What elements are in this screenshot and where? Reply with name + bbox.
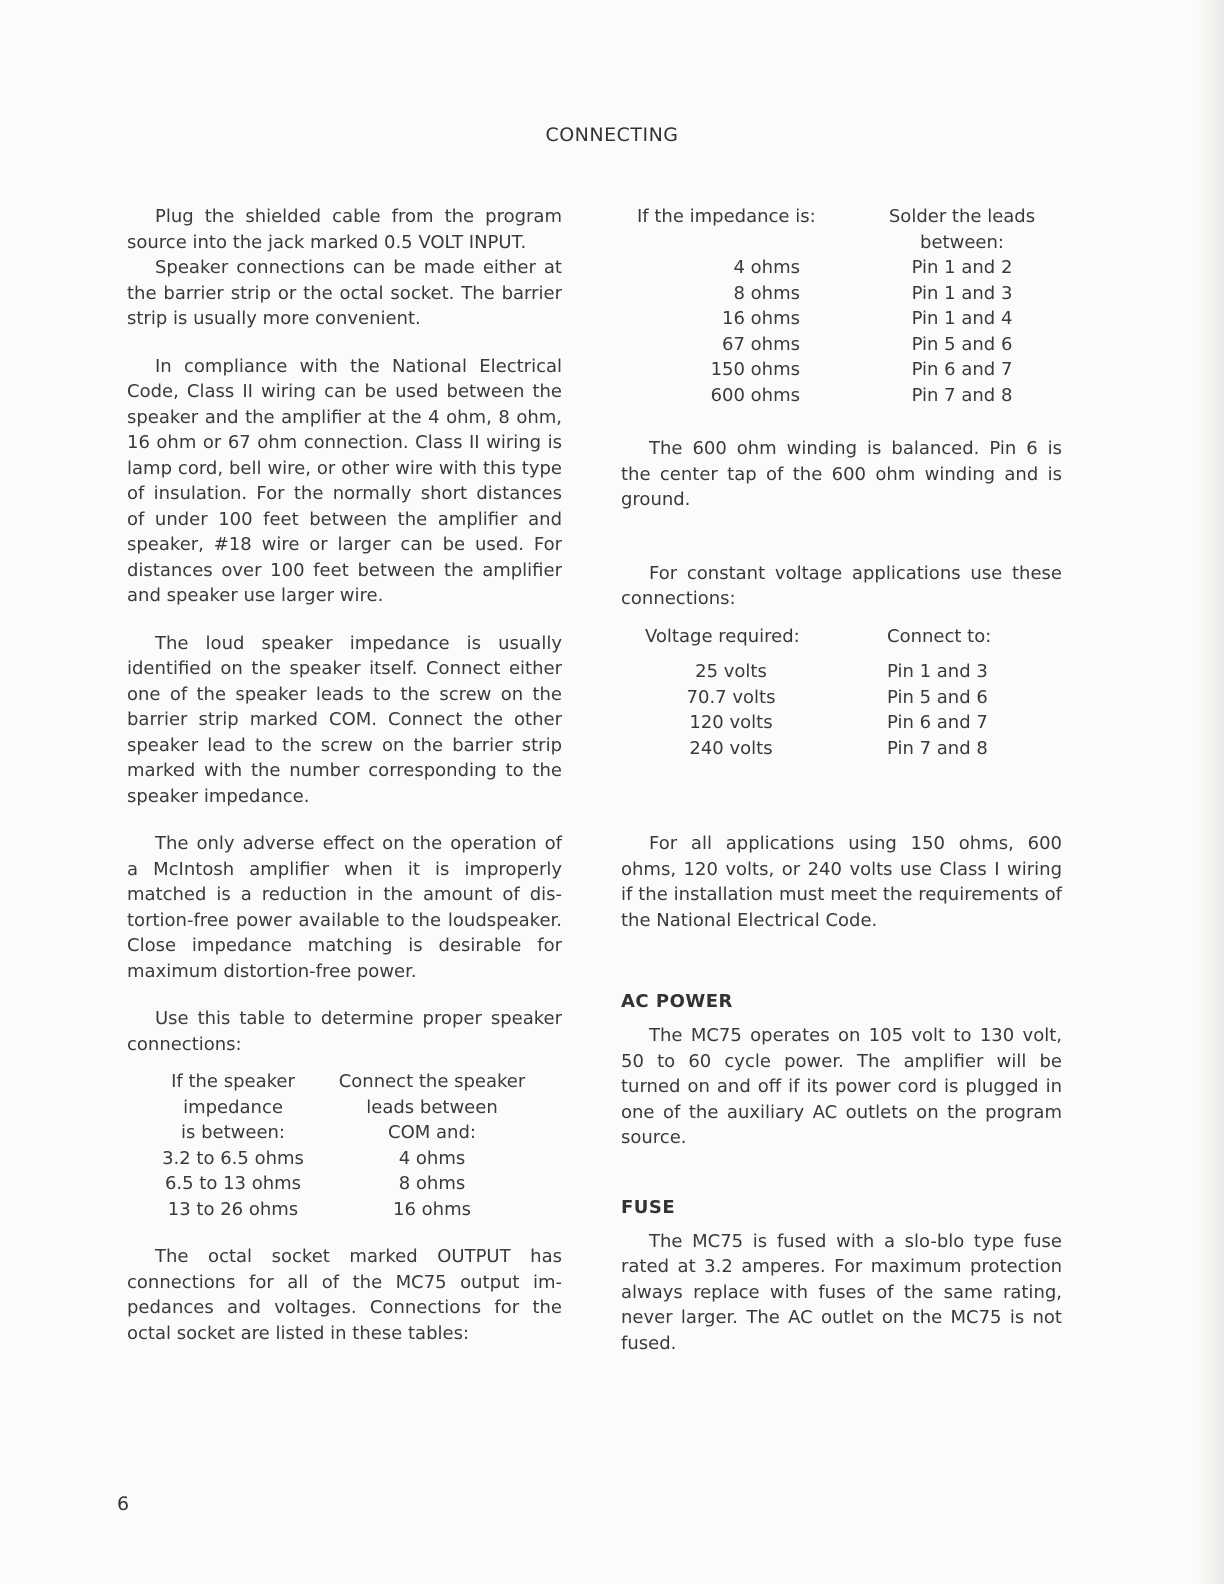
table-cell: 120 volts: [689, 712, 773, 733]
page-edge-shadow: [1198, 0, 1224, 1584]
page-title: CONNECTING: [545, 124, 679, 146]
table-cell: Pin 7 and 8: [911, 384, 1013, 406]
right-column: [621, 204, 1062, 1356]
table-cell: 4 ohms: [733, 257, 800, 278]
section-heading-fuse: FUSE: [621, 1196, 676, 1218]
table-cell: 8 ohms: [733, 282, 800, 304]
table-cell: Pin 1 and 4: [911, 308, 1013, 329]
impedance-solder-table: [637, 204, 1062, 408]
paragraph-octal-socket: The octal socket marked OUTPUT has connections for all of the MC75 output impedances and voltages. Connections for the octal socket are listed in these tables:: [127, 1246, 562, 1344]
table-cell: 150 ohms: [710, 359, 800, 380]
paragraph-speaker-connections: Speaker connections can be made either at the barrier strip or the octal socket. The barrier strip is usually more convenient.: [127, 257, 562, 329]
table-header-cell: Connect the speaker: [338, 1071, 526, 1092]
table-header-cell: If the speaker: [171, 1071, 295, 1092]
speaker-connection-table: [143, 1069, 562, 1222]
paragraph-table-intro: Use this table to determine proper speaker connections:: [127, 1008, 562, 1055]
table-cell: Pin 1 and 3: [911, 282, 1013, 304]
paragraph-class-ii-wiring: In compliance with the National Electrical Code, Class II wiring can be used between the speaker and the amplifier at the 4 ohm, 8 ohm, 16 ohm or 67 ohm connection. Class II wiring is lamp cord, bell wire, or other wire with this type of insulation. For the normally short distances of under 100 feet between the amplifier and speaker, #18 wire or larger can be used. For distances over 100 feet between the amplifier and speaker use larger wire.: [127, 355, 562, 606]
table-header-cell: COM and:: [388, 1122, 476, 1143]
table-cell: 67 ohms: [722, 333, 800, 355]
table-header-cell: impedance: [183, 1096, 283, 1118]
table-cell: Pin 5 and 6: [887, 686, 988, 708]
section-heading-ac-power: AC POWER: [621, 991, 733, 1012]
table-cell: Pin 6 and 7: [911, 359, 1013, 380]
voltage-connection-table: [645, 624, 1062, 762]
paragraph-constant-voltage: For constant voltage applications use these connections:: [621, 562, 1062, 609]
table-header-cell: If the impedance is:: [637, 206, 816, 227]
table-cell: Pin 1 and 3: [887, 661, 988, 682]
table-header-cell: is between:: [180, 1122, 285, 1143]
table-cell: 25 volts: [695, 661, 767, 682]
paragraph-input-connection: Plug the shielded cable from the program source into the jack marked 0.5 VOLT INPUT.: [127, 206, 562, 253]
paragraph-impedance-matching: The only adverse effect on the operation of a McIntosh amplifier when it is improperly matched is a reduction in the amount of distortion-free power available to the loudspeaker. Close impedance matching is desirable for maximum distortion-free power.: [127, 833, 562, 982]
paragraph-fuse: The MC75 is fused with a slo-blo type fuse rated at 3.2 amperes. For maximum protection always replace with fuses of the same rating, never larger. The AC outlet on the MC75 is not fused.: [621, 1230, 1062, 1354]
table-cell: 600 ohms: [710, 384, 800, 406]
table-cell: Pin 5 and 6: [911, 333, 1013, 355]
table-cell: 13 to 26 ohms: [167, 1198, 299, 1220]
paragraph-class-i-wiring: For all applications using 150 ohms, 600 ohms, 120 volts, or 240 volts use Class I wiring if the installation must meet the requirements of the National Electrical Code.: [621, 833, 1062, 931]
table-cell: 3.2 to 6.5 ohms: [162, 1147, 304, 1169]
paragraph-speaker-impedance: The loud speaker impedance is usually identified on the speaker itself. Connect either one of the speaker leads to the screw on the barrier strip marked COM. Connect the other speaker lead to the screw on the barrier strip marked with the number corresponding to the speaker impedance.: [127, 632, 562, 807]
table-cell: Pin 6 and 7: [887, 712, 988, 733]
table-cell: Pin 1 and 2: [911, 257, 1013, 278]
table-cell: 4 ohms: [398, 1147, 466, 1169]
left-column: [127, 204, 562, 1346]
paragraph-ac-power: The MC75 operates on 105 volt to 130 volt, 50 to 60 cycle power. The amplifier will be turned on and off if its power cord is plugged in one of the auxiliary AC outlets on the program source.: [621, 1025, 1062, 1148]
table-cell: 16 ohms: [393, 1198, 471, 1220]
table-cell: 8 ohms: [398, 1173, 466, 1194]
table-header-cell: Voltage required:: [645, 625, 800, 647]
page-number: 6: [117, 1493, 130, 1515]
table-header-cell: [637, 230, 852, 256]
paragraph-600-ohm-winding: The 600 ohm winding is balanced. Pin 6 is the center tap of the 600 ohm winding and is ground.: [621, 438, 1062, 510]
table-header-cell: Solder the leads: [888, 206, 1036, 227]
table-header-cell: between:: [920, 231, 1004, 253]
table-header-cell: Connect to:: [887, 625, 992, 647]
table-header-cell: leads between: [366, 1096, 498, 1118]
table-cell: Pin 7 and 8: [887, 737, 988, 759]
table-cell: 240 volts: [689, 737, 773, 759]
table-cell: 6.5 to 13 ohms: [164, 1173, 302, 1194]
table-cell: 16 ohms: [722, 308, 800, 329]
table-cell: 70.7 volts: [686, 686, 776, 708]
